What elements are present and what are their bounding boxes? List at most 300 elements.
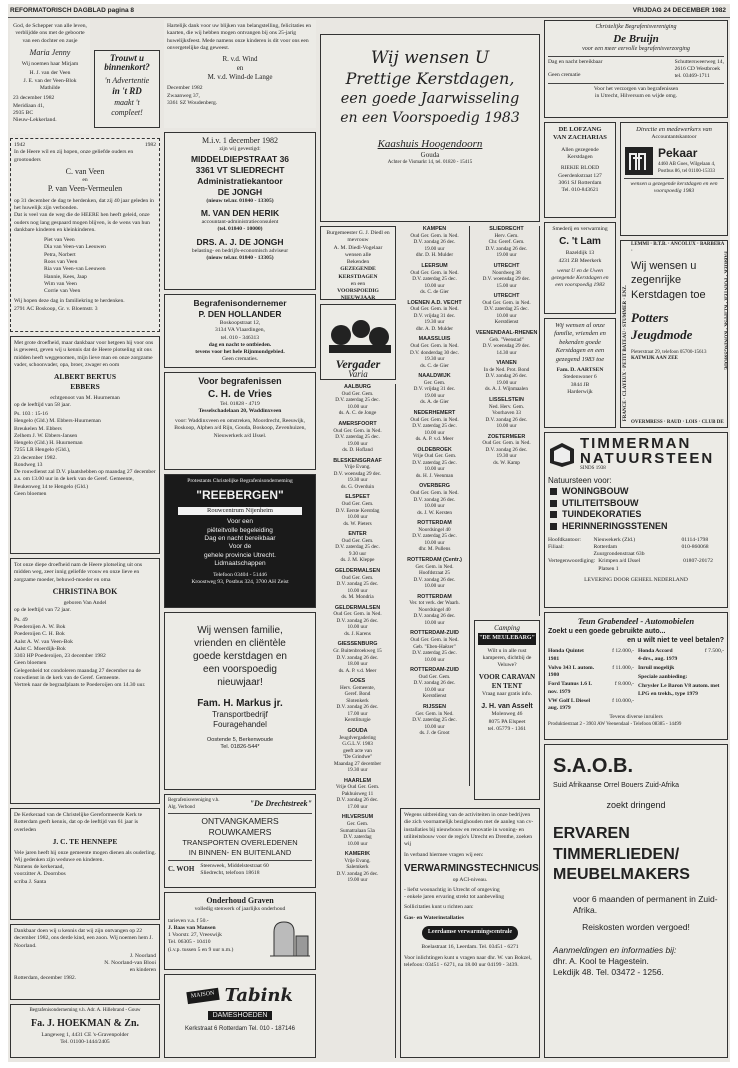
lam-wish: wenst U en de Uwen gezegende Kerstdagen en een voorspoedig 1983 [551, 267, 609, 289]
service-listing [474, 397, 539, 430]
markus-name: Fam. H. Markus jr. [197, 698, 283, 709]
reebergen-l6: Dag en nacht bereikbaar [204, 535, 276, 543]
timmerman-location-row [548, 544, 724, 559]
drecht-name: "De Drechtstreek" [249, 799, 312, 809]
potters-l3: Kerstdagen toe [631, 288, 706, 301]
service-town: OLDEBROEK [417, 446, 452, 453]
meulebarg-address: Molenweg 46 8075 PA Elspeet tel. 05779 - 1361 [487, 711, 527, 732]
drecht-header [168, 798, 312, 811]
service-details: Gr. Buitenbroekweg 15 D.V. zondag 26 dec. 18.00 uur ds. A. P. v.d. Meer [333, 648, 382, 674]
fabink-name: Tabink [224, 985, 293, 1006]
burg-l4: Bekenden [346, 259, 370, 266]
service-listing [400, 226, 469, 259]
bruijn-row [548, 59, 724, 81]
middel-advisor: belasting- en bedrijfs-economisch adviseur [191, 247, 289, 254]
page-header [8, 4, 730, 18]
header-right: VRIJDAG 24 DECEMBER 1982 [632, 7, 726, 14]
bruijn-rule [548, 56, 724, 57]
lofzang-l2: VAN ZACHARIAS [553, 134, 607, 142]
car-name: Honda Quintet 1981 [548, 648, 584, 662]
service-town: SLIEDRECHT [489, 226, 524, 232]
service-details: Oud Ger. Gem. in Ned. D.V. vrijdag 31 dec. 19.30 uur dhr. A. D. Mulder [410, 306, 459, 332]
timmerman-title [580, 436, 714, 473]
timmerman-location-cell: Krimpen a/d IJssel Platsen 1 [598, 558, 641, 572]
meulebarg-l1: Camping [494, 624, 520, 632]
service-details: Noordweg 38 D.V. woensdag 29 dec. 15.00 uur [482, 269, 531, 289]
car-listing [548, 681, 634, 696]
teun-l3: en u wilt niet te veel betalen? [627, 637, 724, 645]
service-listing [474, 360, 539, 393]
potters-jeugdmode: Jeugdmode [631, 326, 693, 342]
service-details: Ger. Gem. D.V. vrijdag 31 dec. 19.00 uur ds. A. de Gier [413, 379, 456, 406]
service-details: Ned. Herv. Gem. Voorhaven 33 D.V. zondag 26 dec. 10.00 uur [485, 403, 528, 429]
drechtstreek-ad [164, 794, 316, 888]
header-left: REFORMATORISCH DAGBLAD pagina 8 [10, 7, 134, 14]
service-town: UTRECHT [493, 262, 520, 269]
service-listing [320, 494, 395, 527]
service-details: Vrije Evang. Salemkerk D.V. zondag 26 dec. 19.00 uur [336, 857, 379, 884]
service-town: BLESKENSGRAAF [333, 457, 382, 464]
service-town: RIJSSEN [422, 703, 447, 710]
anniv-address: 2791 AC Boskoop, Gr. v. Bloemstr. 3 [14, 305, 98, 312]
service-listing [400, 557, 469, 590]
birth-parents: H. J. van der Veen J. E. van der Veen-Blok Mathilde [23, 70, 77, 91]
markus-ad [164, 612, 316, 790]
service-listing [320, 678, 395, 724]
anniv-line-0: In de Heere wil en zij hopen, onze geliefde ouders en grootouders [14, 149, 134, 163]
drecht-address: Steenweek, Middelstestraat 60 Sliedrecht, telefoon 18618 [200, 862, 269, 876]
potters-address: Pieterstraat 29, telefoon 05700-15613 [631, 349, 707, 355]
bruijn-name: De Bruijn [613, 32, 659, 45]
car-listing [638, 648, 724, 663]
vries-tel: Tel. 01828 - 4719 [220, 400, 260, 407]
service-listing [320, 605, 395, 638]
vergader-title: Vergader [335, 357, 381, 372]
burgemeester-ad [320, 226, 396, 300]
reebergen-l7: Voor de [228, 543, 252, 551]
birth-date: 23 december 1982 Meridiaan 41, 2935 BC Nieuw-Lekkerland. [13, 95, 57, 124]
death1-age: op de leeftijd van 58 jaar. [14, 401, 71, 408]
potters-bottom: OVERMRESS · RAUD · LOIS · CLUB DE [631, 419, 724, 425]
death1-intro: Met grote droefheid, maar dankbaar voor hetgeen hij voor ons is geweest, geven wij u kennis dat de Heere plotseling uit ons midden heeft weggenomen, mijn lieve man en onze zorgzame vader, schoonvader, opa, broer, zwager en oom [14, 340, 154, 368]
graven-l2: J. Baas van Mansen [168, 924, 216, 931]
timmerman-since: SINDS 1938 [580, 466, 606, 471]
notice-place: Rotterdam, december 1982. [14, 974, 77, 981]
anniv-name-2: P. van Veen-Vermeulen [47, 184, 123, 194]
service-listing [474, 293, 539, 326]
hoekman-address: Langeweg 1, 4431 CE 's-Gravenpolder Tel. 01100-1444/2405 [41, 1031, 129, 1045]
timmerman-item: TUINDEKORATIES [548, 509, 724, 521]
car-name: Chrysler Le Baron V8 autom. met LPG en trekh., type 1979 [638, 683, 720, 697]
service-listing [320, 421, 395, 454]
middel-herik: M. VAN DEN HERIK [200, 208, 280, 219]
verw-l3: op ACI-niveau. [452, 876, 488, 883]
car-name: Speciale aanbieding: [638, 674, 688, 681]
potters-right: FABRIEK · POINTER · KLIPPSK · KONINGSMODE [722, 251, 728, 371]
vries-address: Tesselschadelaan 20, Waddinxveen [198, 407, 282, 414]
timmerman-location-cell: Rotterdam Zuurgrondenstraat 63b [593, 543, 645, 558]
potters-left: FRANCE · CLAYEUX · PETIT BATEAU · STUMMER · ENZ. [622, 285, 628, 422]
aartsen-name: Fam. D. AARTSEN [556, 367, 604, 374]
potters-name: Potters [631, 309, 669, 325]
middel-date: M.i.v. 1 december 1982 [202, 136, 278, 145]
service-listing [320, 778, 395, 811]
service-listing [320, 641, 395, 674]
kerst-l4: en een Voorspoedig 1983 [340, 109, 520, 126]
thanks-address: December 1982 Zwaanweg 37, 3361 SZ Woudenberg. [167, 85, 218, 106]
bruijn-left [548, 59, 603, 81]
car-name: Ford Taunus 1.6 L nov. 1979 [548, 681, 593, 695]
burg-l8: VOORSPOEDIG [337, 288, 379, 295]
service-details: Oud Ger. Gem. in Ned. D.V. zaterdag 25 dec. 19.00 uur ds. D. Hofland [333, 427, 382, 453]
hollander-address: Boskoopstraat 12, 3134 VA Vlaardingen, tel. 010 - 346313 [215, 320, 265, 341]
timmerman-location-cell: 01807-20172 [683, 558, 713, 565]
middel-city: 3361 VT SLIEDRECHT [195, 164, 285, 175]
service-details: Noordsingel 40 D.V. zaterdag 25 dec. 10.00 uur dhr. M. Pullens [412, 526, 457, 553]
reebergen-address: Kroostweg 93, Postbus 324, 3700 AH Zeist [191, 579, 289, 586]
lam-address: Bazeldijk 13 4231 ZB Meerkerk [558, 250, 602, 264]
pekaar-l2: Accountantskantoor [651, 134, 697, 141]
middel-drs: DRS. A. J. DE JONGH [196, 236, 284, 247]
reebergen-top: Protestants Christelijke Begrafenisonderneming [187, 478, 293, 484]
service-town: MAASSLUIS [418, 336, 451, 343]
anniv-line-5: Dat is veel van de weg die de HEERE hen heeft geleid, onze ouders nog lang gespaard mogen blijven, is de wens van hun dankbare kinderen en kleinkinderen. [14, 212, 150, 233]
service-details: Ger. Gem. in Ned. Hoofdstraat 25 D.V. zondag 26 dec. 10.00 uur [413, 563, 456, 589]
car-price: f 7.500,- [704, 648, 724, 655]
reebergen-l5: piëteitvolle begeleiding [207, 526, 273, 534]
service-details: Vrije Oud Ger. Gem. D.V. zaterdag 25 dec. 10.00 uur ds. H. J. Veenman [412, 453, 457, 479]
service-details: Jeugdvergadering G.G.L.V. 1983 geeft acte van "De Grindwe" Maandag 27 december 19.30 uur [333, 734, 382, 773]
service-details: Ger. Gem. Sumatralaan 53a D.V. zaterdag 10.00 uur [340, 821, 375, 847]
service-listing [400, 594, 469, 627]
timmerman-l4: Natuursteen voor: [548, 475, 612, 485]
services-spacer [400, 794, 470, 804]
timmerman-footer: LEVERING DOOR GEHEEL NEDERLAND [584, 576, 688, 583]
service-details: Oud Ger. Gem. in Ned. D.V. donderdag 30 dec. 19.30 uur ds. C. de Gier [410, 343, 459, 369]
meulebarg-owner: J. H. van Asselt [481, 703, 533, 711]
service-details: Oud Ger. Gem. D.V. zaterdag 25 dec. 9.30 uur ds. J. M. Kleppe [335, 537, 380, 564]
markus-l7: Transportbedrijf [212, 710, 268, 719]
year-end: 1982 [144, 142, 156, 148]
service-town: ROTTERDAM [417, 593, 452, 600]
car-name: VW Golf L Diesel aug. 1979 [548, 697, 591, 712]
reebergen-l8: gehele provincie Utrecht. [204, 551, 276, 559]
kerst-l3: een goede Jaarwisseling [340, 90, 520, 107]
service-details: Oud Ger. Gem. in Ned. D.V. zondag 26 dec. 10.00 uur ds. J. Karens [333, 611, 382, 637]
saob-l2: Suid Afrikaanse Orrel Bouers Zuid-Afrika [553, 782, 680, 789]
verw-l8: Boelastraat 16, Leerdam. Tel. 03451 - 6271 [421, 943, 519, 950]
graven-title: Onderhoud Graven [206, 896, 274, 905]
potters-l1: Wij wensen u [631, 260, 697, 272]
timmerman-header [548, 436, 724, 473]
vries-name: C. H. de Vries [208, 388, 272, 400]
service-listing [474, 330, 539, 356]
verw-logo [404, 926, 536, 940]
hoekman-ad [10, 1004, 160, 1058]
verw-text: Wegens uitbreiding van de activiteiten in onze bedrijven die zich voornamelijk bezighouden met de aanleg van cv-installaties bij nieuwbouw en renovatie in woning- en utiliteitsbouw voor de regio's Utrecht en Drenthe, zoeken wij [404, 812, 534, 848]
middel-dejongh: DE JONGH [217, 186, 263, 197]
timmerman-items [548, 486, 724, 533]
square-bullet-icon [550, 500, 557, 507]
service-town: ENTER [348, 531, 367, 537]
graven-text [168, 918, 268, 958]
saob-l6: MEUBELMAKERS [553, 866, 690, 884]
service-details: Oud Ger. Gem. D.V. Eerste Kerstdag 10.00 uur ds. W. Pieters [335, 501, 380, 527]
pekaar-l1: Directie en medewerkers van [636, 126, 712, 133]
service-town: ROTTERDAM-ZUID [410, 667, 459, 673]
hollander-line5: tevens voor het hele Rijnmondgebied. [195, 349, 285, 356]
fabink-ad [164, 974, 316, 1058]
thanks-text: Hartelijk dank voor uw blijken van belangstelling, felicitaties en kaarten, die wij hebben mogen ontvangen bij ons 25-jarig huwelijksfeest. Mede namens onze kinderen is dit voor ons een onvergetelijke dag geweest. [167, 23, 311, 51]
markus-l3: goede kerstdagen en [193, 651, 287, 662]
markus-l8: Fouragehandel [213, 720, 267, 730]
birth-announcement [10, 20, 90, 134]
teun-l4: Tevens diverse inruilers [609, 714, 663, 721]
reebergen-rouwcentrum: Rouwcentrum Nijenheim [178, 507, 302, 515]
timmerman-location-cell: Hoofdkantoor: [548, 536, 581, 543]
car-price: f 10.000,- [612, 697, 634, 704]
service-listing [400, 263, 469, 296]
kerst-address: Achter de Vismarkt 14, tel. 01820 - 15415 [387, 160, 473, 166]
service-town: LISSELSTEIN [489, 396, 524, 403]
service-details: Vrije Evang. D.V. woensdag 29 dec. 19.30 uur ds. G. Overduin [333, 464, 382, 490]
bruijn-l3: voor een meer eervolle begrafenisverzorging [582, 46, 690, 53]
timmerman-location-cell: Filiaal: [548, 543, 564, 550]
lofzang-ad [544, 122, 616, 218]
vergader-varia-logo [320, 304, 396, 380]
service-listing [474, 434, 539, 467]
saob-l5: TIMMERLIEDEN/ [553, 845, 680, 863]
lofzang-address: RIEKIE BLOED Geerdenkstraat 127 3061 SJ Rotterdam Tel. 010-843621 [558, 165, 602, 194]
service-details: Ver. tot verk. der Waarh. Noordsingel 40 D.V. zondag 26 dec. 10.00 uur [409, 600, 460, 626]
death-announcement-bok [10, 558, 160, 804]
car-price: f 12.000,- [612, 648, 634, 655]
gravestone-illustration [268, 918, 312, 958]
birth-name: Maria Jenny [29, 47, 71, 57]
car-name: Volvo 343 L autom. 1980 [548, 664, 595, 679]
pekaar-name: Pekaar [658, 146, 698, 161]
service-details: Oud Ger. Gem. D.V. zondag 25 dec. 10.00 uur ds. M. Mondria [336, 574, 379, 600]
service-listing [400, 336, 469, 369]
trouwt-line4: compleet! [111, 108, 143, 118]
anniv-children: Piet van Veen Dia van Veen-van Leeuwen Petra, Norbert Roos van Veen Ria van Veen-van Leeuwen Hannie, Kees, Jaap Wim van Veen Corrie van Veen [44, 237, 106, 295]
service-town: LEERSUM [421, 262, 448, 269]
grabendeel-ad [544, 612, 728, 740]
middel-admin: Administratiekantoor [197, 175, 283, 186]
pekaar-row [624, 146, 724, 176]
car-listing [548, 665, 634, 680]
verw-logo-text: Leerdamse verwarmingscentrale [422, 926, 518, 940]
saob-l8: Reiskosten worden vergoed! [582, 922, 690, 933]
verw-l6: Gas- en Waterinstallaties [404, 914, 464, 921]
potters-city: KATWIJK AAN ZEE [631, 356, 678, 362]
death1-name: ALBERT BERTUS EBBERS [53, 372, 117, 391]
verw-title: VERWARMINGSTECHNICUS [404, 862, 539, 874]
bruijn-l4: Dag en nacht bereikbaar [548, 58, 603, 65]
drecht-l1: ONTVANGKAMERS [201, 816, 279, 826]
fabink-dameshoeden: DAMESHOEDEN [208, 1011, 272, 1020]
service-town: GOES [349, 678, 366, 684]
lam-name: C. 't Lam [559, 236, 601, 248]
markus-l2: vrienden en cliëntèle [194, 638, 286, 649]
pekaar-rule [624, 178, 724, 179]
death3-text2: Vele jaren heeft hij onze gemeente mogen dienen als ouderling. Wij gedenken zijn weduwe en kinderen. Namens de kerkeraad, voorzitter A. Doornbos scriba J. Santa [14, 849, 156, 885]
bruijn-address: Schuttersweerweg 14, 2616 CD Westbroek tel. 03469-1711 [674, 58, 724, 80]
service-town: ZOETERMEER [487, 433, 526, 440]
service-town: GELDERMALSEN [334, 604, 381, 611]
graven-sub: volledig stenwerk of jaarlijks onderhoud [194, 906, 286, 913]
timmerman-name: TIMMERMAN [580, 435, 692, 452]
reebergen-ad [164, 474, 316, 608]
hoekman-small: Begrafenisonderneming v.h. Adr. A. Hillebrand - Gouw [29, 1008, 141, 1013]
death2-sub: geboren Van Andel [63, 600, 107, 607]
graven-body [168, 918, 312, 958]
hollander-line1: Begrafenisondernemer [193, 298, 287, 308]
saob-l11: Lekdijk 48. Tel. 03472 - 1256. [553, 967, 664, 978]
burg-l7: en een [350, 280, 366, 287]
thanks-names: R. v.d. Wind en M. v.d. Wind-de Lange [207, 55, 273, 82]
service-listing [400, 373, 469, 406]
service-listing [400, 520, 469, 553]
timmerman-ad [544, 432, 728, 608]
verw-l9: Voor inlichtingen kunt u vragen naar dhr. W. van Bokzel, telefoon: 03451 - 6271, na 18.00 uur 04199 - 3439. [404, 954, 532, 969]
bruijn-l7: Voor het verzorgen van begrafenissen in Utrecht, Hilversum en wijde omg. [593, 85, 679, 99]
car-price: f 11.000,- [612, 664, 634, 671]
service-town: ROTTERDAM [417, 520, 452, 526]
service-town: GIESSENBURG [337, 641, 378, 648]
burg-l9: NIEUWJAAR [340, 295, 376, 300]
timmerman-location-row [548, 558, 724, 573]
service-town: VIANEN [496, 360, 517, 366]
service-town: HAARLEM [344, 777, 371, 784]
service-details: Oud Ger. Gem. in Ned. D.V. zondag 26 dec. 19.30 uur ds. W. Kamp [482, 440, 531, 466]
reebergen-phone: Telefoon 03404 - 51446 [213, 571, 267, 578]
death-announcement-hennepe [10, 808, 160, 920]
markus-l5: nieuwjaar! [217, 677, 263, 688]
pekaar-text [658, 146, 715, 175]
fabink-maison: MAISON [186, 988, 219, 1004]
death2-age: op de leeftijd van 72 jaar. [14, 607, 71, 614]
service-listing [400, 483, 469, 516]
meulebarg-l4: VOOR CARAVAN EN TENT [478, 672, 536, 690]
kerst-kaashuis: Kaashuis Hoogendoorn [377, 137, 483, 150]
bruijn-l6: Geen crematie [548, 72, 581, 79]
service-town: VEENENDAAL-RHENEN [475, 329, 538, 336]
anniv-en: en [82, 177, 88, 184]
potters-l2: zegenrijke [631, 274, 682, 287]
hollander-line4: dag en nacht te ontbieden. [208, 341, 272, 348]
drecht-l2: ROUWKAMERS [208, 827, 272, 838]
vries-ad [164, 372, 316, 470]
reebergen-l9: Lidmaatschappen [214, 560, 266, 568]
service-details: Ger. Gem. in Ned. D.V. zaterdag 25 dec. 10.00 uur ds. J. de Groot [412, 710, 457, 736]
square-bullet-icon [550, 488, 557, 495]
saob-l9: Aanmeldingen en informaties bij: [553, 945, 677, 956]
year-start: 1942 [14, 142, 26, 148]
service-town: HILVERSUM [341, 814, 374, 821]
death3-text: De Kerkeraad van de Christelijke Gereformeerde Kerk te Rotterdam geeft kennis, dat op de leeftijd van 61 jaar is overleden [14, 812, 143, 833]
vries-line1: Voor begrafenissen [198, 376, 282, 386]
birth-text: God, de Schepper van alle leven, verblijdde ons met de geboorte van een dochter en zusje [13, 23, 87, 44]
kaashuis-ad [320, 34, 540, 222]
markus-address: Oostende 5, Berkenwoude [206, 736, 274, 743]
markus-l1: Wij wensen familie, [197, 625, 283, 636]
pekaar-logo-icon [624, 146, 654, 176]
teun-cars-list-a [548, 648, 634, 714]
timmerman-locations [548, 537, 724, 573]
service-details: Herv. Gemeente, Geref. Bond Slotenkerk D.V. zondag 26 dec. 17.00 uur Kerstliturgie [336, 684, 379, 724]
service-details: In de Ned. Prot. Bond D.V. zondag 26 dec. 19.00 uur ds. A. J. Wijnmaalen [483, 366, 530, 393]
drecht-l4: IN BINNEN- EN BUITENLAND [188, 847, 292, 857]
services-column-b [400, 226, 470, 786]
kerst-l2: Prettige Kerstdagen, [345, 69, 515, 89]
service-town: LOENEN A.D. VECHT [407, 299, 462, 306]
markus-tel: Tel. 01826-544* [220, 744, 260, 751]
service-town: KAMERIK [344, 851, 371, 857]
service-listing [320, 728, 395, 774]
service-listing [320, 531, 395, 564]
service-details: Geb. "Veenstad" D.V. woensdag 29 dec. 14.30 uur [482, 336, 531, 356]
middel-tel3: (nieuw tel.nr. 01840 - 13305) [206, 255, 274, 261]
anniversary-announcement [10, 138, 160, 332]
service-town: OVERBERG [419, 483, 450, 490]
service-town: ROTTERDAM-ZUID [410, 630, 459, 637]
verw-l5: Sollicitaties kunt u richten aan: [404, 904, 474, 911]
teun-title: Teun Grabendeel - Automobielen [577, 616, 695, 626]
verw-l4: - liefst woonachtig in Utrecht of omgeving - enkele jaren ervaring strekt tot aanbeveling [404, 886, 505, 901]
service-listing [320, 458, 395, 491]
car-listing [638, 683, 724, 698]
trouwt-title: Trouwt u binnenkort? [104, 53, 150, 73]
anniv-line-4: op 31 december de dag te herdenken, dat zij 40 jaar geleden in het huwelijk zijn verbonden. [14, 197, 154, 212]
drecht-l3: TRANSPORTEN OVERLEDENEN [182, 838, 298, 848]
teun-cars-list-b [638, 648, 724, 714]
timmerman-location-cell: Nieuwekerk (Zld.) [593, 536, 636, 543]
middel-sub: zijn wij gevestigd: [219, 146, 261, 153]
hoekman-name: Fa. J. HOEKMAN & Zn. [30, 1017, 140, 1029]
birth-sub: Wij noemen haar Mirjam [21, 61, 79, 68]
aartsen-ad [544, 318, 616, 428]
service-listing [320, 384, 395, 417]
service-town: UTRECHT [493, 293, 520, 299]
service-listing [400, 630, 469, 663]
potters-ad [620, 240, 728, 428]
graven-l1: tarieven v.a. f 50.- [168, 917, 209, 924]
service-town: AMERSFOORT [338, 420, 377, 427]
saob-l3: zoekt dringend [606, 800, 666, 811]
bruijn-rule2 [548, 83, 724, 84]
meulebarg-l3: Wilt u in alle rust kamperen, dichtbij de Veluwe? [482, 647, 532, 669]
car-name: Honda Accord 4-drs., aug. 1979 [638, 648, 678, 662]
verw-l1: In verband hiermee vragen wij een: [404, 852, 484, 859]
aartsen-wish: Wij wensen al onze familie, vrienden en bekenden goede Kerstdagen en een gezegend 1983 toe [554, 322, 606, 363]
notice-sig: J. Noorland N. Noorland-van Blooi en kinderen [104, 952, 156, 974]
pekaar-address: 4460 AB Goes, Wilgelaan 4, Postbus 86, tel 01100-15333 [658, 162, 716, 174]
death3-name: J. C. TE HENNEPE [52, 836, 118, 846]
trouwt-ad [94, 50, 160, 128]
death-announcement-ebbers [10, 336, 160, 554]
vergader-illustration [321, 305, 396, 355]
service-listing [400, 300, 469, 333]
service-listing [320, 814, 395, 847]
timmerman-location-cell: 010-860068 [681, 543, 709, 550]
car-listing [548, 698, 634, 713]
square-bullet-icon [550, 523, 557, 530]
middel-tel1: (nieuw tel.nr. 01840 - 13305) [206, 197, 274, 204]
lofzang-l1: DE LOFZANG [558, 126, 602, 133]
hollander-ad [164, 294, 316, 368]
service-town: AALBURG [344, 384, 371, 390]
